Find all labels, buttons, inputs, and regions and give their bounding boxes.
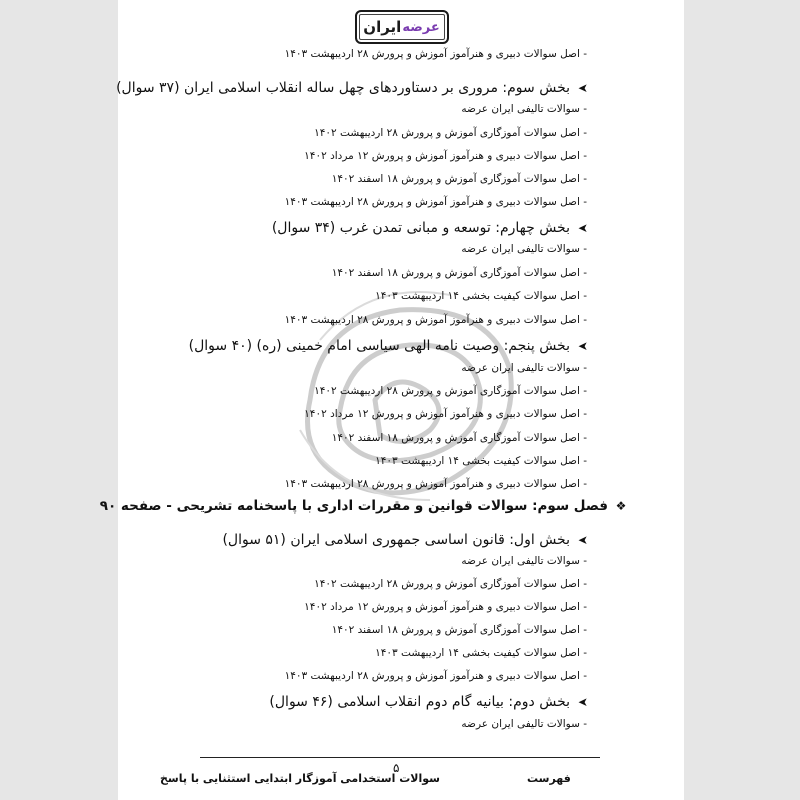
toc-text: - اصل سوالات دبیری و هنرآموز آموزش و پرورش ۲۸ اردیبهشت ۱۴۰۳ bbox=[284, 670, 587, 682]
toc-text: - اصل سوالات دبیری و هنرآموز آموزش و پرورش ۲۸ اردیبهشت ۱۴۰۳ bbox=[284, 196, 587, 208]
toc-text: بخش سوم: مروری بر دستاوردهای چهل ساله انقلاب اسلامی ایران (۳۷ سوال) bbox=[116, 80, 570, 96]
toc-text: - اصل سوالات آموزگاری آموزش و پرورش ۱۸ اسفند ۱۴۰۲ bbox=[331, 267, 587, 279]
toc-text: - سوالات تالیفی ایران عرضه bbox=[461, 555, 587, 567]
section-arrow-icon: ➤ bbox=[577, 81, 589, 95]
toc-text: - اصل سوالات دبیری و هنرآموز آموزش و پرورش ۱۲ مرداد ۱۴۰۲ bbox=[304, 601, 587, 613]
toc-text: - سوالات تالیفی ایران عرضه bbox=[461, 103, 587, 115]
toc-item bbox=[285, 196, 587, 208]
toc-item bbox=[461, 243, 587, 255]
section-arrow-icon: ➤ bbox=[577, 339, 589, 353]
toc-text: - اصل سوالات آموزگاری آموزش و پرورش ۲۸ اردیبهشت ۱۴۰۲ bbox=[314, 385, 587, 397]
toc-section bbox=[272, 220, 590, 236]
toc-text: - اصل سوالات آموزگاری آموزش و پرورش ۱۸ اسفند ۱۴۰۲ bbox=[331, 173, 587, 185]
logo-text: ایران bbox=[363, 18, 402, 36]
section-arrow-icon: ➤ bbox=[577, 221, 589, 235]
toc-text: فصل سوم: سوالات قوانین و مقررات اداری با پاسخنامه تشریحی - صفحه ۹۰ bbox=[99, 498, 608, 514]
page-number: ۵ bbox=[393, 761, 400, 775]
logo-accent: عرضه bbox=[402, 19, 440, 35]
toc-section bbox=[116, 80, 590, 96]
chapter-diamond-icon: ❖ bbox=[615, 499, 627, 513]
toc-text: - اصل سوالات کیفیت بخشی ۱۴ اردیبهشت ۱۴۰۳ bbox=[375, 455, 587, 467]
toc-item bbox=[461, 103, 587, 115]
toc-item bbox=[332, 173, 587, 185]
toc-text: - سوالات تالیفی ایران عرضه bbox=[461, 362, 587, 374]
toc-text: - اصل سوالات دبیری و هنرآموز آموزش و پرورش ۱۲ مرداد ۱۴۰۲ bbox=[304, 150, 587, 162]
toc-item bbox=[285, 314, 587, 326]
toc-item bbox=[461, 362, 587, 374]
toc-item bbox=[285, 670, 587, 682]
toc-item bbox=[332, 267, 587, 279]
toc-text: - اصل سوالات آموزگاری آموزش و پرورش ۲۸ اردیبهشت ۱۴۰۲ bbox=[314, 578, 587, 590]
section-arrow-icon: ➤ bbox=[577, 695, 589, 709]
toc-text: بخش پنجم: وصیت نامه الهی سیاسی امام خمینی (ره) (۴۰ سوال) bbox=[188, 338, 570, 354]
toc-text: - اصل سوالات دبیری و هنرآموز آموزش و پرورش ۲۸ اردیبهشت ۱۴۰۳ bbox=[284, 48, 587, 60]
toc-item bbox=[314, 385, 587, 397]
footer-divider bbox=[200, 757, 600, 758]
toc-item bbox=[332, 624, 587, 636]
toc-text: - اصل سوالات کیفیت بخشی ۱۴ اردیبهشت ۱۴۰۳ bbox=[375, 647, 587, 659]
toc-item bbox=[332, 432, 587, 444]
toc-text: - اصل سوالات دبیری و هنرآموز آموزش و پرورش ۲۸ اردیبهشت ۱۴۰۳ bbox=[284, 478, 587, 490]
toc-item bbox=[375, 647, 587, 659]
toc-item bbox=[304, 408, 587, 420]
toc-item bbox=[314, 578, 587, 590]
toc-item bbox=[285, 478, 587, 490]
toc-text: - اصل سوالات آموزگاری آموزش و پرورش ۱۸ اسفند ۱۴۰۲ bbox=[331, 432, 587, 444]
toc-item bbox=[314, 127, 587, 139]
toc-item bbox=[304, 601, 587, 613]
toc-text: بخش اول: قانون اساسی جمهوری اسلامی ایران (۵۱ سوال) bbox=[222, 532, 570, 548]
brand-logo bbox=[355, 10, 449, 44]
toc-section bbox=[269, 694, 590, 710]
footer-section-title: فهرست bbox=[527, 772, 571, 785]
toc-text: بخش دوم: بیانیه گام دوم انقلاب اسلامی (۴۶ سوال) bbox=[269, 694, 570, 710]
toc-text: بخش چهارم: توسعه و مبانی تمدن غرب (۳۴ سوال) bbox=[271, 220, 570, 236]
toc-text: - اصل سوالات آموزگاری آموزش و پرورش ۲۸ اردیبهشت ۱۴۰۲ bbox=[314, 127, 587, 139]
toc-text: - سوالات تالیفی ایران عرضه bbox=[461, 718, 587, 730]
toc-text: - اصل سوالات آموزگاری آموزش و پرورش ۱۸ اسفند ۱۴۰۲ bbox=[331, 624, 587, 636]
toc-chapter bbox=[100, 498, 628, 514]
toc-text: - اصل سوالات دبیری و هنرآموز آموزش و پرورش ۲۸ اردیبهشت ۱۴۰۳ bbox=[284, 314, 587, 326]
toc-item bbox=[461, 555, 587, 567]
section-arrow-icon: ➤ bbox=[577, 533, 589, 547]
toc-item bbox=[375, 455, 587, 467]
toc-text: - اصل سوالات دبیری و هنرآموز آموزش و پرورش ۱۲ مرداد ۱۴۰۲ bbox=[304, 408, 587, 420]
toc-item bbox=[285, 48, 587, 60]
toc-item bbox=[461, 718, 587, 730]
toc-section bbox=[189, 338, 590, 354]
footer-book-title: سوالات استخدامی آموزگار ابتدایی استثنایی با پاسخ bbox=[160, 772, 440, 785]
toc-text: - اصل سوالات کیفیت بخشی ۱۴ اردیبهشت ۱۴۰۳ bbox=[375, 290, 587, 302]
toc-item bbox=[375, 290, 587, 302]
toc-section bbox=[222, 532, 590, 548]
toc-item bbox=[304, 150, 587, 162]
toc-text: - سوالات تالیفی ایران عرضه bbox=[461, 243, 587, 255]
